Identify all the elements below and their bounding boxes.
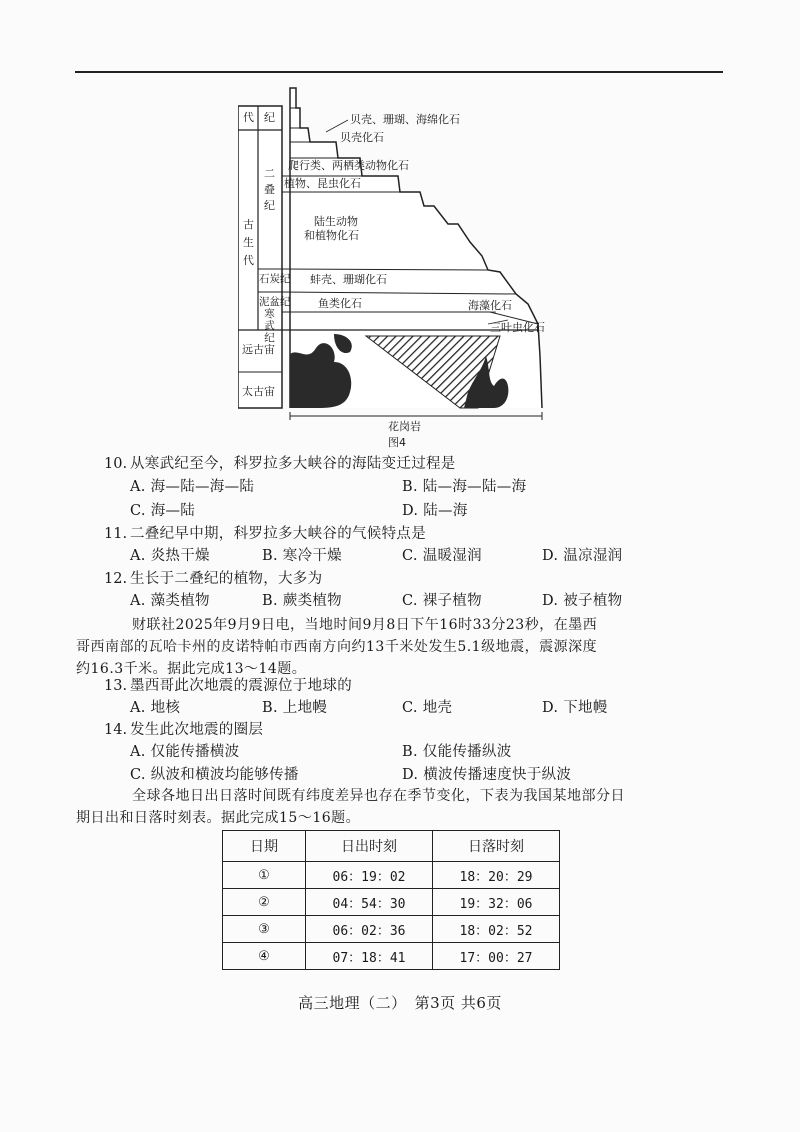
label-granite: 花岗岩: [388, 420, 421, 433]
q10-option-c[interactable]: C. 海—陆: [130, 503, 196, 519]
col-header-date: 日期: [223, 831, 306, 862]
row-sunset: 18：02：52: [433, 916, 560, 943]
q11-number: 11.: [104, 526, 128, 542]
q10-option-d[interactable]: D. 陆—海: [402, 503, 468, 519]
q11-option-d[interactable]: D. 温凉湿润: [542, 548, 623, 564]
figure-caption: 图4: [388, 436, 406, 449]
q13-option-b[interactable]: B. 上地幔: [262, 700, 328, 716]
page-footer: 高三地理（二） 第3页 共6页: [298, 994, 502, 1012]
passage-earthquake: [76, 614, 696, 680]
q13-number: 13.: [104, 678, 128, 694]
q14-option-b[interactable]: B. 仅能传播纵波: [402, 744, 512, 760]
row-sunset: 17：00：27: [433, 943, 560, 970]
eon-proterozoic: 远古宙: [242, 343, 275, 356]
row-date: ③: [223, 916, 306, 943]
q11-option-b[interactable]: B. 寒冷干燥: [262, 548, 342, 564]
era-paleozoic: 古生代: [243, 218, 254, 267]
label-shell-fossil: 贝壳化石: [340, 131, 384, 144]
label-reptile-fossil: 爬行类、两栖类动物化石: [288, 159, 409, 172]
row-sunrise: 06：02：36: [306, 916, 433, 943]
row-sunrise: 06：19：02: [306, 862, 433, 889]
passage-sunrise-line2: 期日出和日落时刻表。据此完成15～16题。: [76, 810, 361, 826]
row-sunset: 19：32：06: [433, 889, 560, 916]
q13-option-a[interactable]: A. 地核: [130, 700, 181, 716]
row-date: ②: [223, 889, 306, 916]
q14-number: 14.: [104, 722, 128, 738]
passage-earthquake-line2: 哥西南部的瓦哈卡州的皮诺特帕市西南方向约13千米处发生5.1级地震，震源深度: [76, 639, 598, 655]
q11-option-a[interactable]: A. 炎热干燥: [130, 548, 210, 564]
q13-option-c[interactable]: C. 地壳: [402, 700, 453, 716]
q10-option-b[interactable]: B. 陆—海—陆—海: [402, 479, 527, 495]
q12-option-c[interactable]: C. 裸子植物: [402, 593, 482, 609]
label-shells-coral-sponge: 贝壳、珊瑚、海绵化石: [350, 113, 460, 126]
period-carboniferous: 石炭纪: [259, 273, 291, 285]
passage-earthquake-line3: 约16.3千米。据此完成13～14题。: [76, 661, 307, 677]
q13-stem: 墨西哥此次地震的震源位于地球的: [130, 678, 352, 694]
passage-sunrise-line1: 全球各地日出日落时间既有纬度差异也存在季节变化，下表为我国某地部分日: [132, 788, 625, 804]
row-sunrise: 04：54：30: [306, 889, 433, 916]
label-algae-fossil: 海藻化石: [468, 299, 512, 312]
strata-diagram: [238, 86, 558, 452]
row-sunset: 18：20：29: [433, 862, 560, 889]
col-header-sunset: 日落时刻: [433, 831, 560, 862]
period-permian: 二叠纪: [264, 167, 275, 212]
table-row: [223, 862, 560, 889]
table-row: [223, 943, 560, 970]
q14-option-d[interactable]: D. 横波传播速度快于纵波: [402, 767, 572, 783]
q11-stem: 二叠纪早中期，科罗拉多大峡谷的气候特点是: [130, 526, 426, 542]
q12-number: 12.: [104, 571, 128, 587]
header-era: 代: [243, 111, 254, 124]
q12-stem: 生长于二叠纪的植物，大多为: [130, 571, 323, 587]
row-sunrise: 07：18：41: [306, 943, 433, 970]
q12-option-b[interactable]: B. 蕨类植物: [262, 593, 342, 609]
passage-sunrise: [76, 785, 696, 829]
period-cambrian: 寒武纪: [264, 308, 275, 344]
q10-stem: 从寒武纪至今，科罗拉多大峡谷的海陆变迁过程是: [130, 456, 456, 472]
row-date: ①: [223, 862, 306, 889]
figure-4-stratigraphy: [238, 86, 558, 452]
q13-option-d[interactable]: D. 下地幔: [542, 700, 608, 716]
q14-option-c[interactable]: C. 纵波和横波均能够传播: [130, 767, 299, 783]
eon-archean: 太古宙: [242, 385, 275, 398]
passage-earthquake-line1: 财联社2025年9月9日电，当地时间9月8日下午16时33分23秒，在墨西: [132, 617, 598, 633]
q10-option-a[interactable]: A. 海—陆—海—陆: [130, 479, 255, 495]
row-date: ④: [223, 943, 306, 970]
label-terrestrial-2: 和植物化石: [304, 229, 359, 242]
header-period: 纪: [264, 111, 275, 124]
q12-option-a[interactable]: A. 藻类植物: [130, 593, 210, 609]
q14-option-a[interactable]: A. 仅能传播横波: [130, 744, 240, 760]
label-clam-coral-fossil: 蚌壳、珊瑚化石: [310, 273, 387, 286]
period-devonian: 泥盆纪: [259, 296, 291, 308]
q11-option-c[interactable]: C. 温暖湿润: [402, 548, 482, 564]
label-trilobite-fossil: 三叶虫化石: [490, 321, 545, 334]
q12-option-d[interactable]: D. 被子植物: [542, 593, 623, 609]
q14-stem: 发生此次地震的圈层: [130, 722, 264, 738]
sunrise-sunset-table: [222, 830, 560, 970]
table-row: [223, 889, 560, 916]
label-fish-fossil: 鱼类化石: [318, 297, 362, 310]
q10-number: 10.: [104, 456, 128, 472]
label-plant-insect-fossil: 植物、昆虫化石: [284, 177, 361, 190]
header-rule: [75, 71, 723, 73]
label-terrestrial-1: 陆生动物: [314, 215, 358, 228]
table-header-row: [223, 831, 560, 862]
table-row: [223, 916, 560, 943]
col-header-sunrise: 日出时刻: [306, 831, 433, 862]
